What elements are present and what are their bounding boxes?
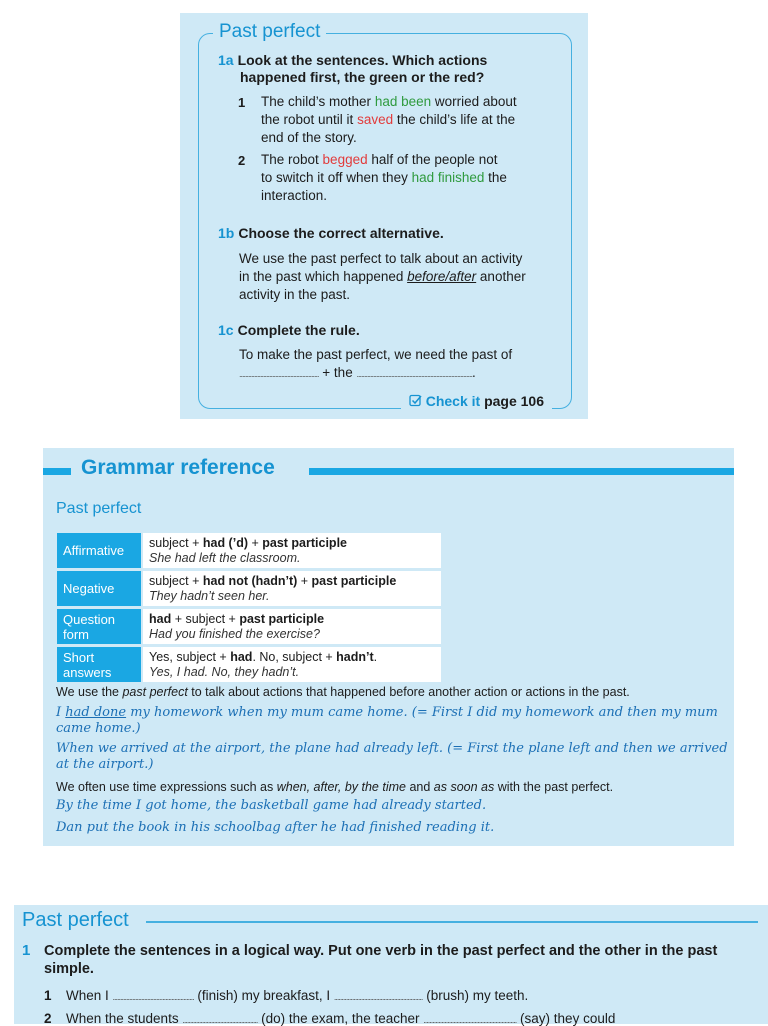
item-1-number: 1	[238, 95, 246, 110]
row-label: Negative	[57, 571, 141, 606]
sentence-1: 1 When I ...................................................... (finish) my breakfast, I ........................................................... (brush) my teeth.	[44, 988, 529, 1003]
item-2-number: 2	[238, 153, 246, 168]
table-row	[57, 571, 441, 606]
item-2-text: The robot begged half of the people not to switch it off when they had finished the interaction.	[261, 152, 507, 203]
question-1b: 1b Choose the correct alternative.	[218, 225, 444, 241]
table-row	[57, 647, 441, 682]
title-rule-right	[309, 468, 734, 475]
title-rule	[146, 921, 758, 923]
question-1b-text: We use the past perfect to talk about an activity in the past which happened before/after another activity in the past.	[239, 251, 526, 302]
grammar-reference-box	[43, 448, 734, 846]
question-1c: 1c Complete the rule.	[218, 322, 360, 338]
past-perfect-box	[180, 13, 588, 419]
usage-text-1: We use the past perfect to talk about actions that happened before another action or actions in the past.	[56, 685, 630, 699]
box-title: Past perfect	[213, 21, 326, 43]
answer-blank[interactable]: ..................................................	[182, 1015, 258, 1025]
example-2: When we arrived at the airport, the plane had already left. (= First the plane left and then we arrived at the airport.)	[56, 741, 728, 772]
grammar-reference-title: Grammar reference	[81, 456, 275, 479]
question-1a: 1a Look at the sentences. Which actions	[218, 52, 488, 68]
form-table	[57, 530, 441, 685]
section-subtitle: Past perfect	[56, 500, 142, 517]
answer-blank[interactable]: ..............................................................	[423, 1015, 517, 1025]
table-row	[57, 609, 441, 644]
table-row	[57, 533, 441, 568]
row-content: subject + had not (hadn’t) + past participle They hadn’t seen her.	[141, 571, 441, 606]
row-label: Question form	[57, 609, 141, 644]
title-rule-left	[43, 468, 71, 475]
sentence-2: 2 When the students .................................................. (do) the exam, the teacher .............................................................. (say) they could	[44, 1011, 616, 1026]
row-content: had + subject + past participle Had you finished the exercise?	[141, 609, 441, 644]
item-1-text: The child’s mother had been worried about the robot until it saved the child’s life at the end of the story.	[261, 94, 517, 145]
check-it-link[interactable]: Check it page 106	[401, 393, 552, 409]
answer-blank[interactable]: ......................................................	[112, 992, 194, 1002]
example-3: By the time I got home, the basketball game had already started.	[56, 798, 487, 813]
blank-1[interactable]: .....................................................	[239, 369, 319, 379]
example-4: Dan put the book in his schoolbag after he had finished reading it.	[56, 820, 495, 835]
exercise-title: Past perfect	[22, 909, 129, 931]
row-content: subject + had (’d) + past participle She had left the classroom.	[141, 533, 441, 568]
row-content: Yes, subject + had. No, subject + hadn’t. Yes, I had. No, they hadn’t.	[141, 647, 441, 682]
example-1: I had done my homework when my mum came home. (= First I did my homework and then my mum came home.)	[56, 705, 718, 736]
checkbox-icon	[409, 393, 426, 409]
exercise-instructions: Complete the sentences in a logical way. Put one verb in the past perfect and the other in the past simple.	[44, 943, 718, 977]
exercise-box	[14, 905, 768, 1024]
row-label: Short answers	[57, 647, 141, 682]
usage-text-2: We often use time expressions such as when, after, by the time and as soon as with the past perfect.	[56, 780, 614, 794]
answer-blank[interactable]: ...........................................................	[333, 992, 423, 1002]
question-1a-line2: happened first, the green or the red?	[240, 69, 485, 85]
exercise-number: 1	[22, 942, 31, 959]
blank-2[interactable]: .............................................................................	[356, 369, 473, 379]
row-label: Affirmative	[57, 533, 141, 568]
question-1c-text: To make the past perfect, we need the past of ..................................................... + the ..............................................................................	[239, 347, 513, 380]
